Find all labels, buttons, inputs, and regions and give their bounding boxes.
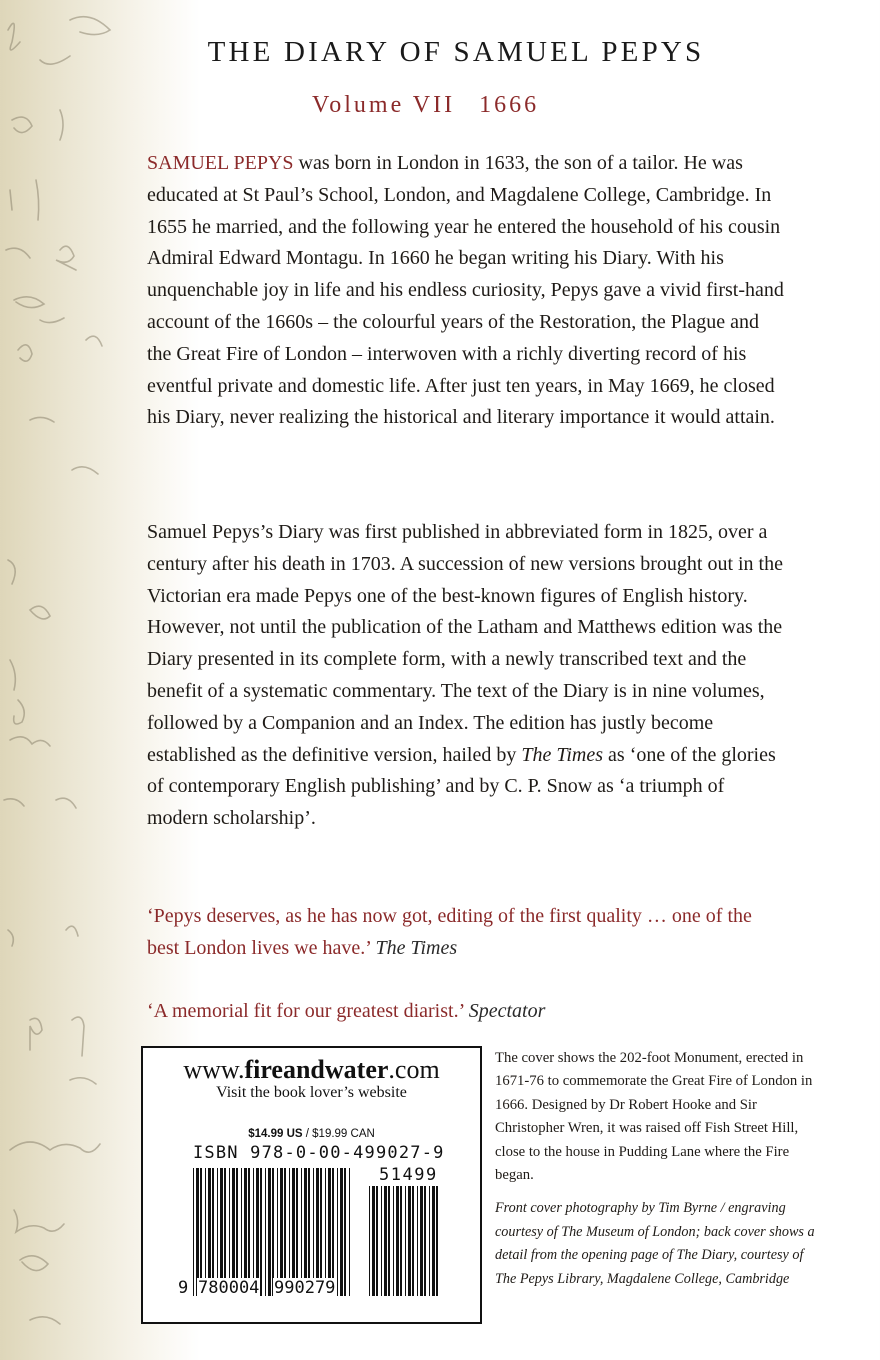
addon-bar xyxy=(436,1186,438,1296)
review-quote-source: The Times xyxy=(375,936,458,959)
photo-credit: Front cover photography by Tim Byrne / engraving courtesy of The Museum of London; back cover shows a detail from the opening page of The Diary, courtesy of The Pepys Library, Magdalene College, Cambridge xyxy=(495,1200,815,1287)
barcode-bar xyxy=(289,1168,290,1296)
website-url-prefix: www. xyxy=(183,1055,245,1084)
history-text-after: as ‘one of the glories of contemporary English publishing’ and by C. P. Snow as ‘a triumph of modern scholarship’. xyxy=(147,743,776,830)
barcode-bar xyxy=(332,1168,334,1296)
biography-paragraph xyxy=(147,148,787,434)
barcode-bar xyxy=(328,1168,331,1296)
website-url-suffix: .com xyxy=(388,1055,440,1084)
review-quote-text: ‘A memorial fit for our greatest diarist.’ xyxy=(147,1000,464,1022)
barcode-bar xyxy=(301,1168,302,1296)
addon-bar xyxy=(424,1186,426,1296)
addon-bar xyxy=(432,1186,435,1296)
barcode-bar xyxy=(217,1168,218,1296)
barcode-bar xyxy=(316,1168,319,1296)
isbn-number: ISBN 978-0-00-499027-9 xyxy=(193,1143,445,1163)
website-url-domain: fireandwater xyxy=(244,1055,389,1084)
website-url[interactable] xyxy=(143,1056,480,1084)
history-publication-name: The Times xyxy=(521,743,604,766)
addon-bar xyxy=(384,1186,387,1296)
barcode-bar xyxy=(340,1168,343,1296)
ean-right-group: 990279 xyxy=(274,1278,336,1298)
publication-history-paragraph xyxy=(147,517,787,835)
barcode-bar xyxy=(296,1168,298,1296)
addon-bar xyxy=(396,1186,399,1296)
barcode-bar xyxy=(253,1168,254,1296)
history-text-before: Samuel Pepys’s Diary was first published in abbreviated form in 1825, over a century after his death in 1703. A succession of new versions brought out in the Victorian era made Pepys one of the best-known figures of English history. However, not until the publication of the Latham and Matthews edition was the Diary presented in its complete form, with a newly transcribed text and the benefit of a systematic commentary. The text of the Diary is in nine volumes, followed by a Companion and an Index. The edition has justly become established as the definitive version, hailed by xyxy=(147,521,783,766)
addon-bar xyxy=(412,1186,414,1296)
barcode-bar xyxy=(344,1168,346,1296)
addon-bar xyxy=(420,1186,423,1296)
barcode-bar xyxy=(265,1168,266,1296)
barcode-bar xyxy=(220,1168,223,1296)
barcode-bar xyxy=(313,1168,314,1296)
review-quote-source: Spectator xyxy=(468,1000,546,1022)
addon-bar xyxy=(376,1186,378,1296)
barcode-bar xyxy=(229,1168,230,1296)
barcode-bar xyxy=(325,1168,326,1296)
barcode-bar xyxy=(284,1168,286,1296)
cover-credits xyxy=(495,1047,825,1291)
addon-bar xyxy=(388,1186,390,1296)
price-us: $14.99 US xyxy=(248,1128,303,1140)
ean-left-group: 780004 xyxy=(198,1278,260,1298)
barcode-bar xyxy=(320,1168,322,1296)
barcode-bar xyxy=(200,1168,202,1296)
addon-bar xyxy=(408,1186,411,1296)
review-quote-text: ‘Pepys deserves, as he has now got, editing of the first quality … one of the best London lives we have.’ xyxy=(147,905,752,959)
barcode-bar xyxy=(337,1168,338,1296)
barcode-bar xyxy=(212,1168,214,1296)
barcode-bar xyxy=(196,1168,199,1296)
cover-description: The cover shows the 202-foot Monument, erected in 1671-76 to commemorate the Great Fire of London in 1666. Designed by Dr Robert Hooke and Sir Christopher Wren, it was raised off Fish Street Hill, close to the house in Pudding Lane where the Fire began. xyxy=(495,1050,813,1184)
website-subtitle: Visit the book lover’s website xyxy=(216,1084,407,1101)
biography-text: was born in London in 1633, the son of a tailor. He was educated at St Paul’s School, London, and Magdalene College, Cambridge. In 1655 he married, and the following year he entered the household of his cousin Admiral Edward Montagu. In 1660 he began writing his Diary. With his unquenchable joy in life and his endless curiosity, Pepys gave a vivid first-hand account of the 1660s – the colourful years of the Restoration, the Plague and the Great Fire of London – interwoven with a richly diverting record of his eventful private and domestic life. After just ten years, in May 1669, he closed his Diary, never realizing the historical and literary importance it would attain. xyxy=(147,152,784,429)
barcode-bar xyxy=(256,1168,259,1296)
barcode-box xyxy=(141,1110,482,1324)
volume-line xyxy=(312,92,652,119)
barcode-bar xyxy=(272,1168,274,1296)
barcode-bar xyxy=(224,1168,226,1296)
barcode-bar xyxy=(304,1168,307,1296)
barcode-bar xyxy=(280,1168,283,1296)
ean-first-digit: 9 xyxy=(178,1278,189,1298)
addon-bar xyxy=(400,1186,402,1296)
manuscript-background-illustration xyxy=(0,0,150,1360)
addon-bar xyxy=(369,1186,370,1296)
barcode-bar xyxy=(205,1168,206,1296)
barcode-bar xyxy=(241,1168,242,1296)
barcode-bar xyxy=(232,1168,235,1296)
barcode-bar xyxy=(308,1168,310,1296)
addon-bar xyxy=(393,1186,394,1296)
review-quote-spectator xyxy=(147,996,787,1026)
barcode-bar xyxy=(292,1168,295,1296)
addon-bar xyxy=(381,1186,382,1296)
website-box xyxy=(141,1046,482,1114)
addon-bar xyxy=(372,1186,375,1296)
volume-label: Volume VII xyxy=(312,92,456,118)
barcode-bar xyxy=(236,1168,238,1296)
barcode-bar xyxy=(260,1168,262,1296)
barcode-bar xyxy=(349,1168,350,1296)
barcode-bar xyxy=(248,1168,250,1296)
review-quote-times xyxy=(147,901,787,965)
book-title: THE DIARY OF SAMUEL PEPYS xyxy=(207,36,705,68)
barcode-bar xyxy=(208,1168,211,1296)
barcode-bar xyxy=(193,1168,194,1296)
barcode-bar xyxy=(268,1168,271,1296)
author-name: SAMUEL PEPYS xyxy=(147,152,294,174)
addon-bar xyxy=(429,1186,430,1296)
volume-year: 1666 xyxy=(479,92,540,118)
addon-bar xyxy=(417,1186,418,1296)
addon-number: 51499 xyxy=(379,1165,438,1185)
barcode-bar xyxy=(244,1168,247,1296)
barcode-bar xyxy=(277,1168,278,1296)
price-can: / $19.99 CAN xyxy=(302,1128,375,1140)
addon-bar xyxy=(405,1186,406,1296)
